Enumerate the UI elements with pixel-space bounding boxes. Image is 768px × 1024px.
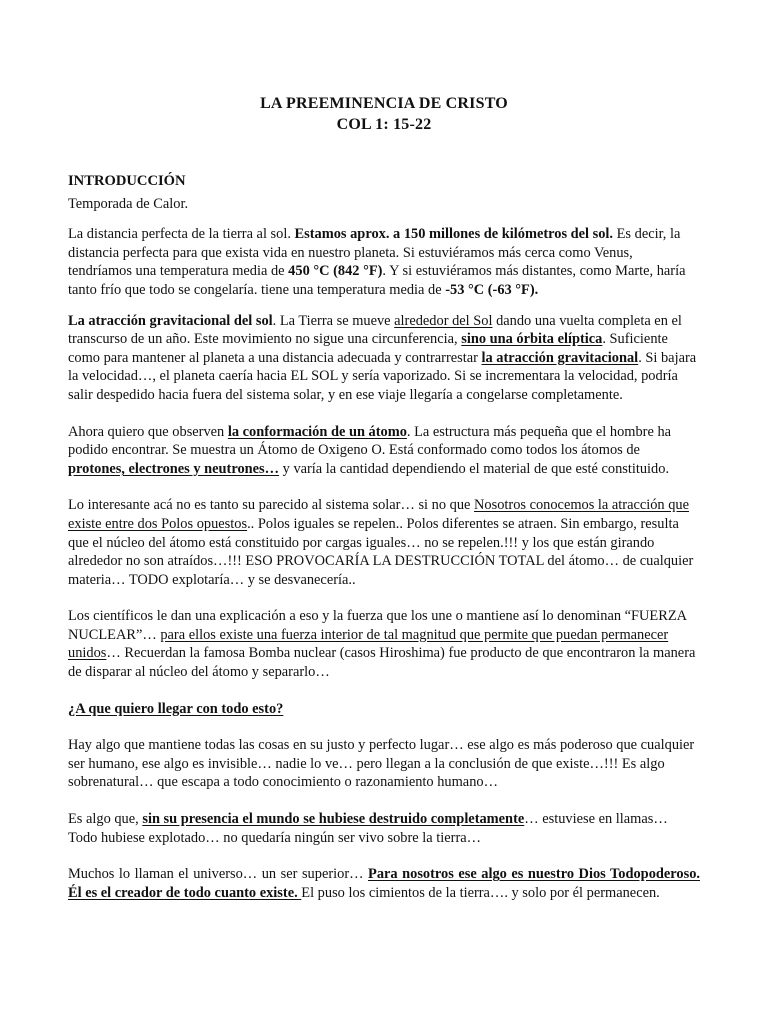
section-heading-introduction: INTRODUCCIÓN <box>68 173 186 189</box>
paragraph-without-presence: Es algo que, sin su presencia el mundo se hubiese destruido completamente… estuviese en llamas… Todo hubiese explotado… no quedaría ningún ser vivo sobre la tierra… <box>68 811 668 846</box>
paragraph-something-invisible: Hay algo que mantiene todas las cosas en su justo y perfecto lugar… ese algo es más poderoso que cualquier ser humano, ese algo es invisible… nadie lo ve… pero llegan a la conclusión de que existe…!!! Es algo sobrenatural… que escapa a todo conocimiento o razonamiento humano… <box>68 737 695 791</box>
title-block <box>0 93 768 135</box>
document-title: LA PREEMINENCIA DE CRISTO <box>260 95 508 112</box>
question-heading: ¿A que quiero llegar con todo esto? <box>68 700 284 717</box>
scripture-reference: COL 1: 15-22 <box>336 116 432 133</box>
paragraph-distance-sun: La distancia perfecta de la tierra al sol. Estamos aprox. a 150 millones de kilómetros del sol. Es decir, la distancia perfecta para que exista vida en nuestro planeta. Si estuviéramos más cerca como Venus, tendríamos una temperatura media de 450 °C (842 °F). Y si estuviéramos más distantes, como Marte, haría tanto frío que todo se congelaría. tiene una temperatura media de -53 °C (-63 °F). <box>68 226 686 298</box>
document-body <box>68 172 700 902</box>
paragraph-opposite-poles: Lo interesante acá no es tanto su parecido al sistema solar… si no que Nosotros conocemos la atracción que existe entre dos Polos opuestos.. Polos iguales se repelen.. Polos diferentes se atraen. Sin embargo, resulta que el núcleo del átomo está constituido por cargas iguales… no se repelen.!!! y los que están girando alrededor no son atraídos…!!! ESO PROVOCARÍA LA DESTRUCCIÓN TOTAL del átomo… de cualquier materia… TODO explotaría… y se desvanecería.. <box>68 497 694 588</box>
paragraph-gravitational-attraction: La atracción gravitacional del sol. La Tierra se mueve alrededor del Sol dando una vuelta completa en el transcurso de un año. Este movimiento no sigue una circunferencia, sino una órbita elíptica. Suficiente como para mantener al planeta a una distancia adecuada y contrarrestar la atracción gravitacional. Si bajara la velocidad…, el planeta caería hacia EL SOL y sería vaporizado. Si se incrementara la velocidad, podría salir despedido hacia fuera del sistema solar, y en ese viaje llegaría a congelarse completamente. <box>68 312 697 403</box>
paragraph-atom-structure: Ahora quiero que observen la conformación de un átomo. La estructura más pequeña que el hombre ha podido encontrar. Se muestra un Átomo de Oxigeno O. Está conformado como todos los átomos de protones, electrones y neutrones… y varía la cantidad dependiendo el material de que esté constituido. <box>68 423 672 477</box>
paragraph-nuclear-force: Los científicos le dan una explicación a eso y la fuerza que los une o mantiene así lo denominan “FUERZA NUCLEAR”… para ellos existe una fuerza interior de tal magnitud que permite que puedan permanecer unidos… Recuerdan la famosa Bomba nuclear (casos Hiroshima) fue producto de que encontraron la manera de disparar al núcleo del átomo y separarlo… <box>68 608 696 681</box>
intro-subtitle: Temporada de Calor. <box>68 195 189 212</box>
paragraph-almighty-god: Muchos lo llaman el universo… un ser superior… Para nosotros ese algo es nuestro Dios Todopoderoso. Él es el creador de todo cuanto existe. El puso los cimientos de la tierra…. y solo por él permanecen. <box>68 866 700 901</box>
